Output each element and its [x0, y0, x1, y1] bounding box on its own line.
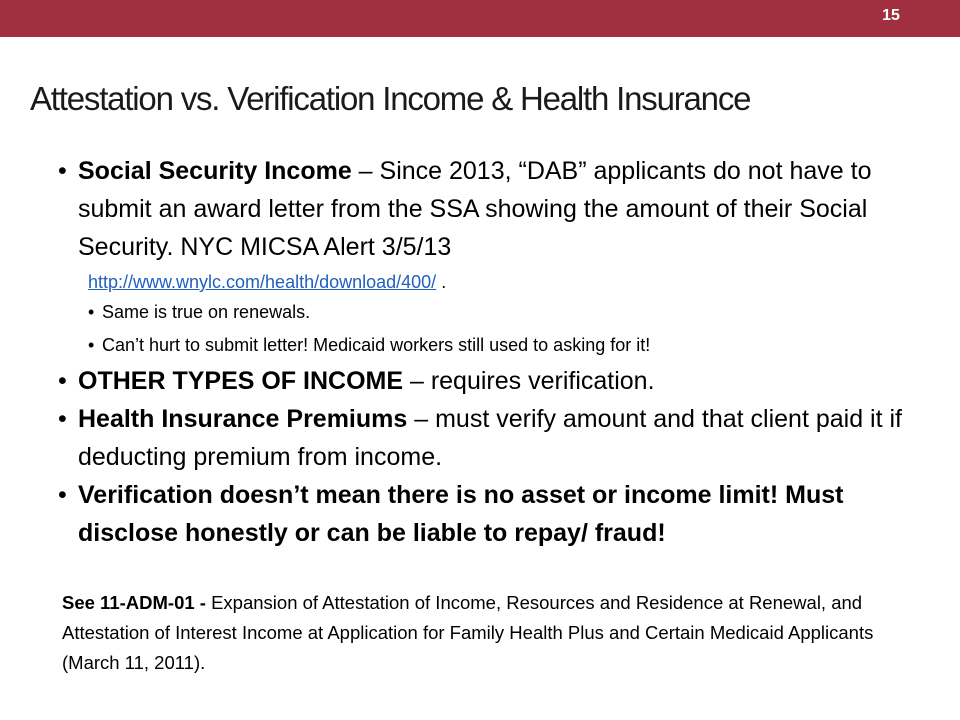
bullet-icon: • — [88, 302, 95, 322]
bullet-bold: Social Security Income — [78, 157, 352, 185]
footnote — [62, 588, 932, 678]
bullet-verification-warning — [56, 476, 936, 552]
bullet-bold: Verification doesn’t mean there is no asset or income limit! Must disclose honestly or can be liable to repay/ fraud! — [78, 481, 844, 547]
bullet-health-premiums — [56, 400, 936, 476]
bullet-text: – Since 2013, “DAB” applicants do not have to submit an award letter from the SSA showing the amount of their Social Security. NYC MICSA Alert 3/5/13 — [78, 157, 872, 261]
slide-title: Attestation vs. Verification Income & Health Insurance — [30, 80, 751, 117]
bullet-bold: Health Insurance Premiums — [78, 405, 408, 433]
wnylc-link[interactable]: http://www.wnylc.com/health/download/400/ — [88, 272, 437, 292]
sub-bullet-text: Same is true on renewals. — [102, 302, 311, 322]
bullet-icon: • — [58, 367, 67, 395]
slide-number: 15 — [882, 7, 900, 24]
bullet-icon: • — [58, 157, 67, 185]
bullet-text: – requires verification. — [403, 367, 655, 395]
sub-bullet-renewals — [88, 296, 936, 329]
bullet-other-income — [56, 362, 936, 400]
slide-body — [56, 152, 936, 552]
bullet-bold: OTHER TYPES OF INCOME — [78, 367, 404, 395]
footnote-text: Expansion of Attestation of Income, Resources and Residence at Renewal, and Attestation of Interest Income at Application for Family Health Plus and Certain Medicaid Applicants (March 11, 2011). — [62, 592, 874, 673]
bullet-text: – must verify amount and that client paid it if deducting premium from income. — [78, 405, 902, 471]
link-line — [88, 268, 936, 296]
link-suffix: . — [436, 272, 447, 292]
sub-bullet-letter — [88, 329, 936, 362]
bullet-icon: • — [88, 335, 95, 355]
header-band — [0, 0, 960, 37]
bullet-social-security — [56, 152, 936, 266]
bullet-icon: • — [58, 481, 67, 509]
sub-bullet-text: Can’t hurt to submit letter! Medicaid workers still used to asking for it! — [102, 335, 651, 355]
bullet-icon: • — [58, 405, 67, 433]
footnote-bold: See 11-ADM-01 - — [62, 592, 212, 613]
